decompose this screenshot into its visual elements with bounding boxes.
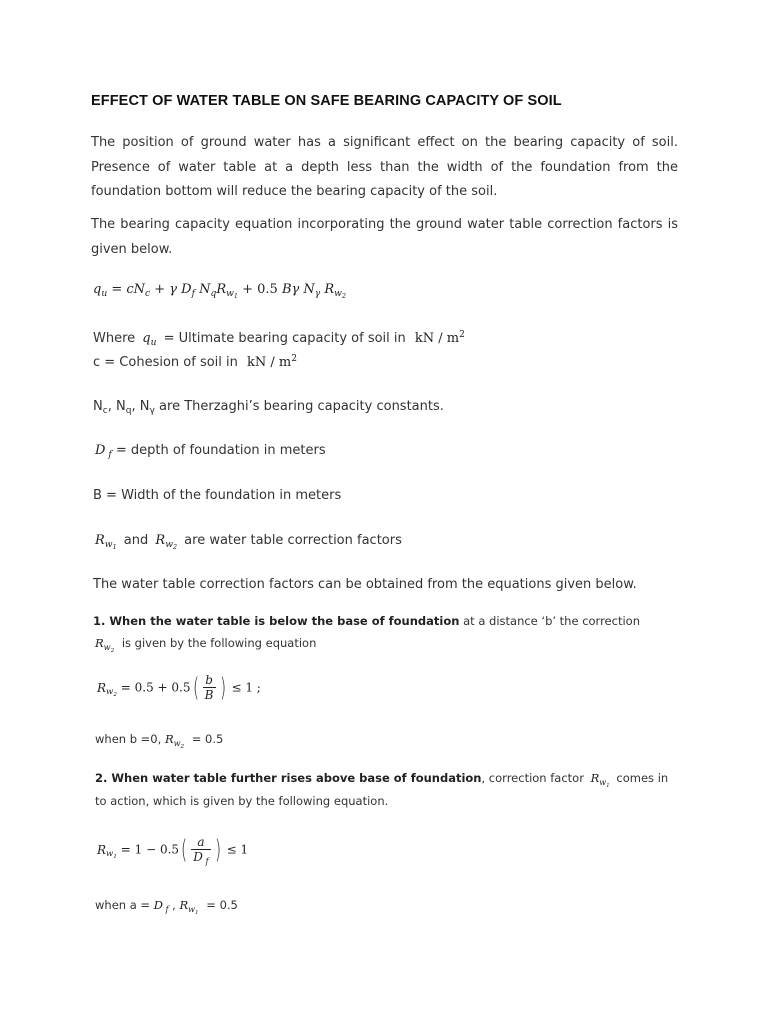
n-constants-text: are Therzaghi’s bearing capacity constants. (159, 399, 444, 414)
bearing-capacity-equation: $q_u = cN_c + \gamma$ $D_f$ $N_qR_{w_1} + 0.5$ Bγ $N_\gamma$ $R_{w_2}$ (93, 282, 346, 301)
case2-rest-text: , correction factor (481, 771, 584, 785)
case1-when: when b =0, $R_{w_2} = 0.5$ (95, 732, 224, 750)
page-title: EFFECT OF WATER TABLE ON SAFE BEARING CAPACITY OF SOIL (91, 93, 562, 109)
qu-definition: Where $q_u$ = Ultimate bearing capacity of soil in kN / $m^2$ (93, 330, 465, 349)
correction-intro: The water table correction factors can be obtained from the equations given below. (93, 577, 637, 592)
c-unit-exponent: 2 (291, 354, 298, 364)
c-definition-text: c = Cohesion of soil in (93, 355, 238, 370)
equation-intro-paragraph: The bearing capacity equation incorporating the ground water table correction factors is given below. (91, 217, 678, 257)
case1-line2: $R_{w_2}$ is given by the following equation (95, 636, 317, 654)
qu-unit-exponent: 2 (459, 330, 465, 340)
rw-definition: $R_{w_1}$ and $R_{w_2}$ are water table correction factors (95, 533, 402, 552)
case1-frac-den: B (204, 688, 214, 702)
case1-equation: $R_{w_2} = 0.5 + 0.5$( $\frac{b}{B}$ ) ≤ 1 ; (97, 673, 261, 703)
df-definition: D $_f$ = depth of foundation in meters (95, 443, 326, 461)
b-definition: B = Width of the foundation in meters (93, 488, 342, 503)
case2-equation: $R_{w_1} = 1 - 0.5$( $\frac{a}{D _f}$ ) ≤ 1 (97, 835, 249, 866)
c-unit: kN / m (247, 355, 292, 370)
intro-paragraph: The position of ground water has a significant effect on the bearing capacity of soil. Presence of water table at a depth less than the width of the foundation from the foundation bottom will reduce the bearing capacity of the soil. (91, 135, 678, 199)
case2-rest2-text: comes in (616, 771, 669, 785)
case1-when-value: = 0.5 (191, 732, 224, 746)
case2-frac-den: D (193, 850, 203, 864)
df-definition-text: = depth of foundation in meters (115, 443, 326, 458)
case1-when-text: when b =0, (95, 732, 162, 746)
qu-unit: kN / m (414, 331, 460, 346)
rw-definition-text: are water table correction factors (184, 533, 402, 548)
case2-when: when a = D $_f$ , $R_{w_1} = 0.5$ (95, 898, 238, 916)
case2-bold-text: 2. When water table further rises above base of foundation (95, 771, 482, 785)
rw-and-text: and (123, 533, 149, 548)
case1-frac-num: b (203, 674, 216, 688)
case2-when-value: = 0.5 (206, 898, 238, 912)
case1-bold-text: 1. When the water table is below the base of foundation (93, 614, 460, 628)
case2-frac-num: a (191, 836, 210, 850)
n-constants-definition: $N_c$, $N_q$, $N_\gamma$ are Therzaghi’s bearing capacity constants. (93, 399, 444, 417)
case1-heading (93, 612, 640, 630)
qu-definition-text: = Ultimate bearing capacity of soil in (163, 331, 406, 346)
where-label: Where (93, 331, 136, 346)
case1-rest-text: at a distance ‘b’ the correction (459, 614, 640, 628)
case2-heading: 2. When water table further rises above base of foundation, correction factor $R_{w_1}$ comes in (95, 771, 669, 789)
case1-line2-text: is given by the following equation (121, 636, 317, 650)
case2-equation-lead: = 1 − 0.5 (120, 842, 180, 857)
c-definition (93, 354, 297, 372)
case2-line2: to action, which is given by the following equation. (95, 794, 389, 808)
case2-when-text: when a = (95, 898, 151, 912)
case2-equation-tail: ≤ 1 (226, 842, 249, 857)
case1-equation-tail: ≤ 1 ; (231, 680, 261, 695)
case1-equation-lead: = 0.5 + 0.5 (120, 680, 191, 695)
